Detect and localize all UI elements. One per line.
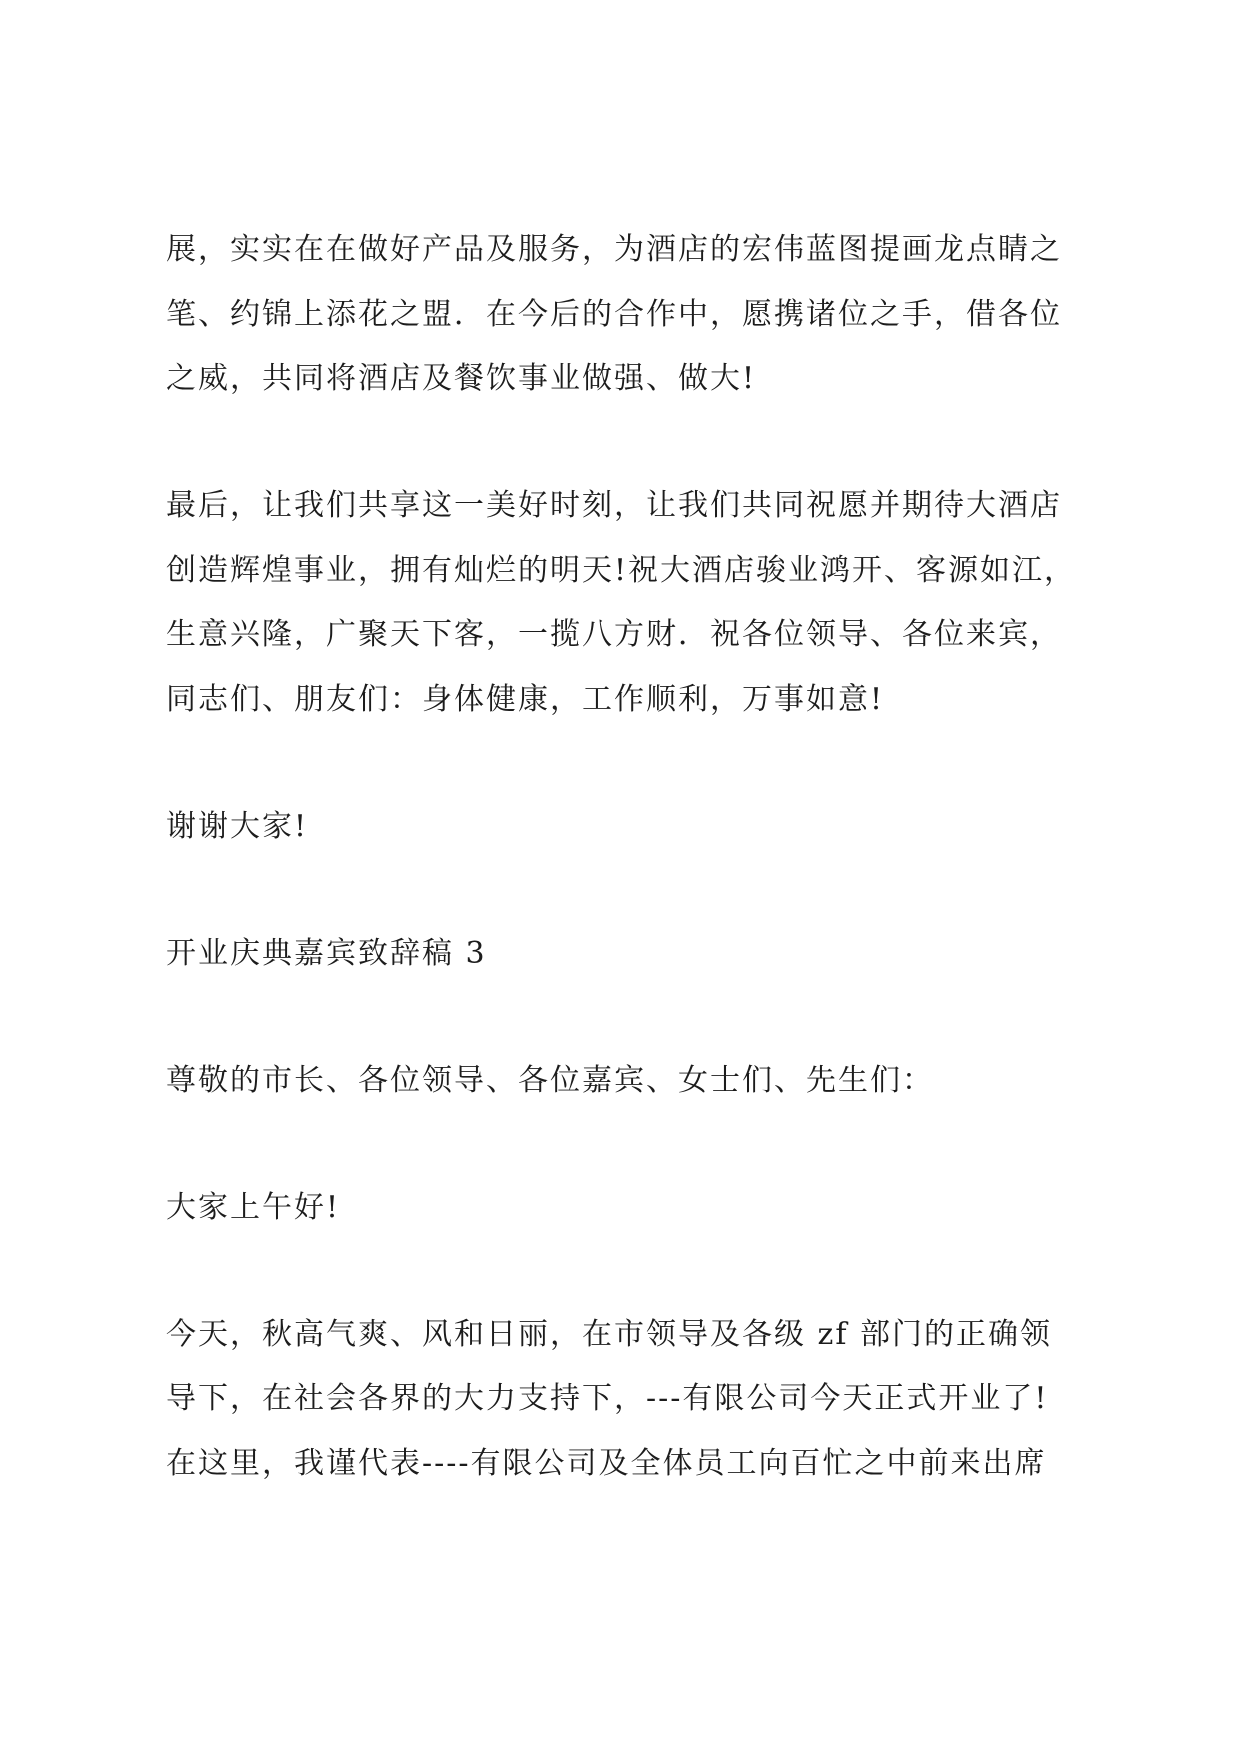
section-heading: [166, 930, 1101, 995]
paragraph-line: 创造辉煌事业，拥有灿烂的明天!祝大酒店骏业鸿开、客源如江，: [166, 552, 1077, 588]
paragraph-closing-wishes: [166, 482, 1101, 740]
paragraph-opening-announcement: [166, 1311, 1101, 1505]
section-heading-text: 开业庆典嘉宾致辞稿 3: [166, 935, 487, 971]
paragraph-line: 谢谢大家!: [166, 808, 309, 844]
paragraph-line: 同志们、朋友们：身体健康，工作顺利，万事如意!: [166, 681, 885, 717]
paragraph-line: 尊敬的市长、各位领导、各位嘉宾、女士们、先生们：: [166, 1062, 934, 1098]
document-body: [166, 226, 1101, 1504]
paragraph-line: 之威，共同将酒店及餐饮事业做强、做大!: [166, 361, 757, 396]
paragraph-line: 笔、约锦上添花之盟．在今后的合作中，愿携诸位之手，借各位: [166, 296, 1062, 332]
paragraph-continued-congratulations: [166, 226, 1101, 420]
paragraph-line: 最后，让我们共享这一美好时刻，让我们共同祝愿并期待大酒店: [166, 488, 1062, 523]
paragraph-line: 今天，秋高气爽、风和日丽，在市领导及各级 zf 部门的正确领: [166, 1316, 1052, 1352]
paragraph-line: 大家上午好!: [166, 1189, 341, 1225]
paragraph-line: 展，实实在在做好产品及服务，为酒店的宏伟蓝图提画龙点睛之: [166, 232, 1062, 267]
paragraph-salutation: [166, 1057, 1101, 1122]
paragraph-line: 在这里，我谨代表----有限公司及全体员工向百忙之中前来出席: [166, 1445, 1047, 1481]
paragraph-line: 导下，在社会各界的大力支持下，---有限公司今天正式开业了!: [166, 1381, 1049, 1416]
paragraph-thanks: [166, 803, 1101, 868]
paragraph-greeting: [166, 1184, 1101, 1249]
paragraph-line: 生意兴隆，广聚天下客，一揽八方财．祝各位领导、各位来宾，: [166, 617, 1062, 652]
